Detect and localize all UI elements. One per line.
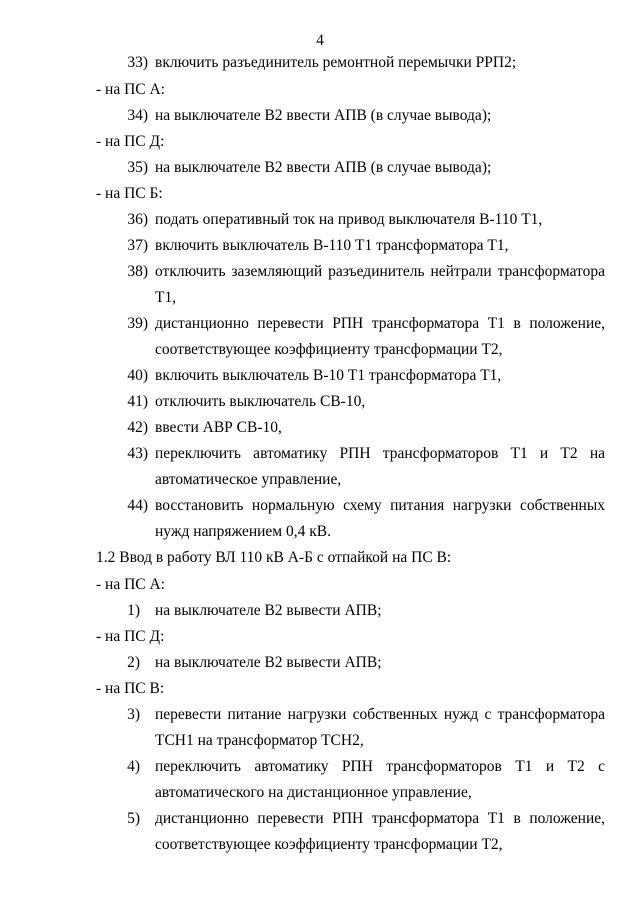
- substation-heading: - на ПС Д:: [96, 133, 165, 150]
- substation-heading: - на ПС Д:: [96, 628, 165, 645]
- item-text-continuation: соответствующее коэффициенту трансформации Т2,: [155, 836, 503, 853]
- item-text: дистанционно перевести РПН трансформатора Т1 в положение,: [155, 810, 605, 827]
- item-text: перевести питание нагрузки собственных нужд с трансформатора: [155, 706, 605, 723]
- item-text-continuation: автоматического на дистанционное управление,: [155, 784, 472, 801]
- item-text: включить выключатель В-10 Т1 трансформатора Т1,: [155, 367, 502, 384]
- item-number: 2): [127, 654, 140, 671]
- substation-heading: - на ПС В:: [96, 680, 165, 697]
- item-text: отключить заземляющий разъединитель нейтрали трансформатора: [155, 263, 605, 280]
- item-number: 37): [127, 237, 148, 254]
- item-number: 42): [127, 419, 148, 436]
- item-text: восстановить нормальную схему питания нагрузки собственных: [155, 497, 605, 514]
- substation-heading: - на ПС А:: [96, 81, 165, 98]
- item-number: 34): [127, 107, 148, 124]
- item-text: дистанционно перевести РПН трансформатора Т1 в положение,: [155, 315, 605, 332]
- item-number: 44): [127, 497, 148, 514]
- item-number: 40): [127, 367, 148, 384]
- item-text: переключить автоматику РПН трансформаторов Т1 и Т2 с: [155, 758, 605, 775]
- item-number: 33): [127, 54, 148, 71]
- item-number: 43): [127, 445, 148, 462]
- item-text-continuation: автоматическое управление,: [155, 471, 342, 488]
- page-number: 4: [316, 32, 324, 49]
- section-heading: 1.2 Ввод в работу ВЛ 110 кВ А-Б с отпайкой на ПС В:: [96, 549, 452, 566]
- item-number: 4): [127, 758, 140, 775]
- item-text-continuation: Т1,: [155, 289, 177, 306]
- item-number: 36): [127, 211, 148, 228]
- item-text: на выключателе В2 вывести АПВ;: [155, 654, 382, 671]
- item-text-continuation: соответствующее коэффициенту трансформации Т2,: [155, 341, 503, 358]
- item-text: ввести АВР СВ-10,: [155, 419, 282, 436]
- item-text: на выключателе В2 ввести АПВ (в случае вывода);: [155, 107, 492, 124]
- item-text: включить разъединитель ремонтной перемычки РРП2;: [155, 54, 517, 71]
- item-text: отключить выключатель СВ-10,: [155, 393, 366, 410]
- item-text: переключить автоматику РПН трансформаторов Т1 и Т2 на: [155, 445, 605, 462]
- item-number: 35): [127, 159, 148, 176]
- item-text-continuation: ТСН1 на трансформатор ТСН2,: [155, 732, 364, 749]
- item-number: 39): [127, 315, 148, 332]
- item-number: 41): [127, 393, 148, 410]
- item-text-continuation: нужд напряжением 0,4 кВ.: [155, 523, 331, 540]
- item-text: подать оперативный ток на привод выключателя В-110 Т1,: [155, 211, 543, 228]
- item-number: 3): [127, 706, 140, 723]
- item-text: на выключателе В2 вывести АПВ;: [155, 602, 382, 619]
- substation-heading: - на ПС Б:: [96, 185, 163, 202]
- item-text: на выключателе В2 ввести АПВ (в случае вывода);: [155, 159, 492, 176]
- item-number: 5): [127, 810, 140, 827]
- item-text: включить выключатель В-110 Т1 трансформатора Т1,: [155, 237, 509, 254]
- substation-heading: - на ПС А:: [96, 576, 165, 593]
- item-number: 38): [127, 263, 148, 280]
- item-number: 1): [127, 602, 140, 619]
